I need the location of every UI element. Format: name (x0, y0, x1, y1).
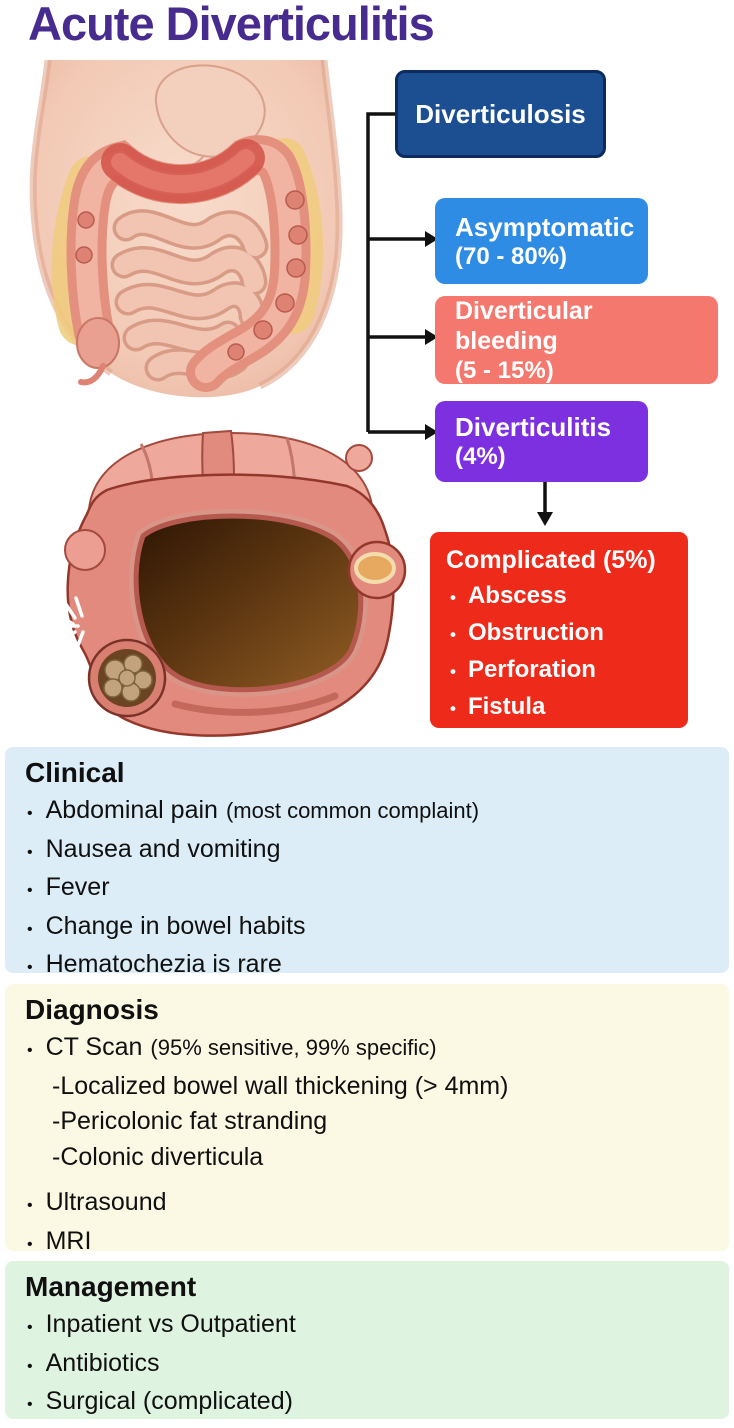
node-label: Diverticulitis (455, 412, 612, 442)
clinical-list (25, 793, 709, 986)
list-item: • MRI (25, 1224, 709, 1263)
list-item: • Ultrasound (25, 1185, 709, 1224)
list-item: • Inpatient vs Outpatient (25, 1307, 709, 1346)
flowchart-node-diverticulitis (435, 401, 648, 482)
list-item: • Antibiotics (25, 1346, 709, 1385)
list-item: • Change in bowel habits (25, 909, 709, 948)
list-item: • Hematochezia is rare (25, 947, 709, 986)
abdomen-intestines-illustration (6, 60, 356, 410)
diagnosis-section (5, 984, 729, 1255)
arrowhead-to-complicated (537, 512, 553, 526)
management-list (25, 1307, 709, 1423)
list-subitem: -Pericolonic fat stranding (52, 1107, 328, 1135)
section-heading: Clinical (25, 757, 125, 788)
flowchart-node-diverticulosis (395, 70, 606, 158)
section-heading: Diagnosis (25, 994, 159, 1025)
list-item: • Perforation (446, 652, 672, 689)
list-item: • Fever (25, 870, 709, 909)
list-item: • Fistula (446, 689, 672, 726)
list-item: • CT Scan (95% sensitive, 99% specific) (25, 1030, 709, 1069)
list-subitem: -Localized bowel wall thickening (> 4mm) (52, 1071, 509, 1100)
diagnosis-other-list (25, 1185, 709, 1262)
node-percentage: (5 - 15%) (455, 356, 554, 384)
list-subitem: -Colonic diverticula (52, 1142, 264, 1171)
node-label: Diverticular bleeding (455, 296, 593, 355)
flowchart-node-asymptomatic (435, 198, 648, 284)
diagnosis-list (25, 1030, 709, 1175)
list-gap (25, 1175, 709, 1185)
list-item: • Obstruction (446, 615, 672, 652)
page-title: Acute Diverticulitis (28, 0, 434, 50)
node-label: Complicated (5%) (446, 546, 656, 574)
flowchart-node-diverticular-bleeding (435, 296, 718, 384)
node-percentage: (4%) (455, 443, 506, 470)
list-item: • Surgical (complicated) (25, 1384, 709, 1423)
flowchart-node-complicated (430, 532, 688, 728)
node-percentage: (70 - 80%) (455, 242, 568, 270)
node-label: Asymptomatic (455, 211, 635, 242)
abdomen-illustration-svg (6, 60, 356, 405)
list-item: • Abdominal pain (most common complaint) (25, 793, 709, 832)
clinical-section (5, 747, 729, 978)
list-item: • Nausea and vomiting (25, 832, 709, 871)
complication-list (446, 578, 672, 726)
section-heading: Management (25, 1271, 197, 1302)
list-item: • Abscess (446, 578, 672, 615)
management-section (5, 1261, 729, 1419)
node-label: Diverticulosis (415, 99, 586, 129)
